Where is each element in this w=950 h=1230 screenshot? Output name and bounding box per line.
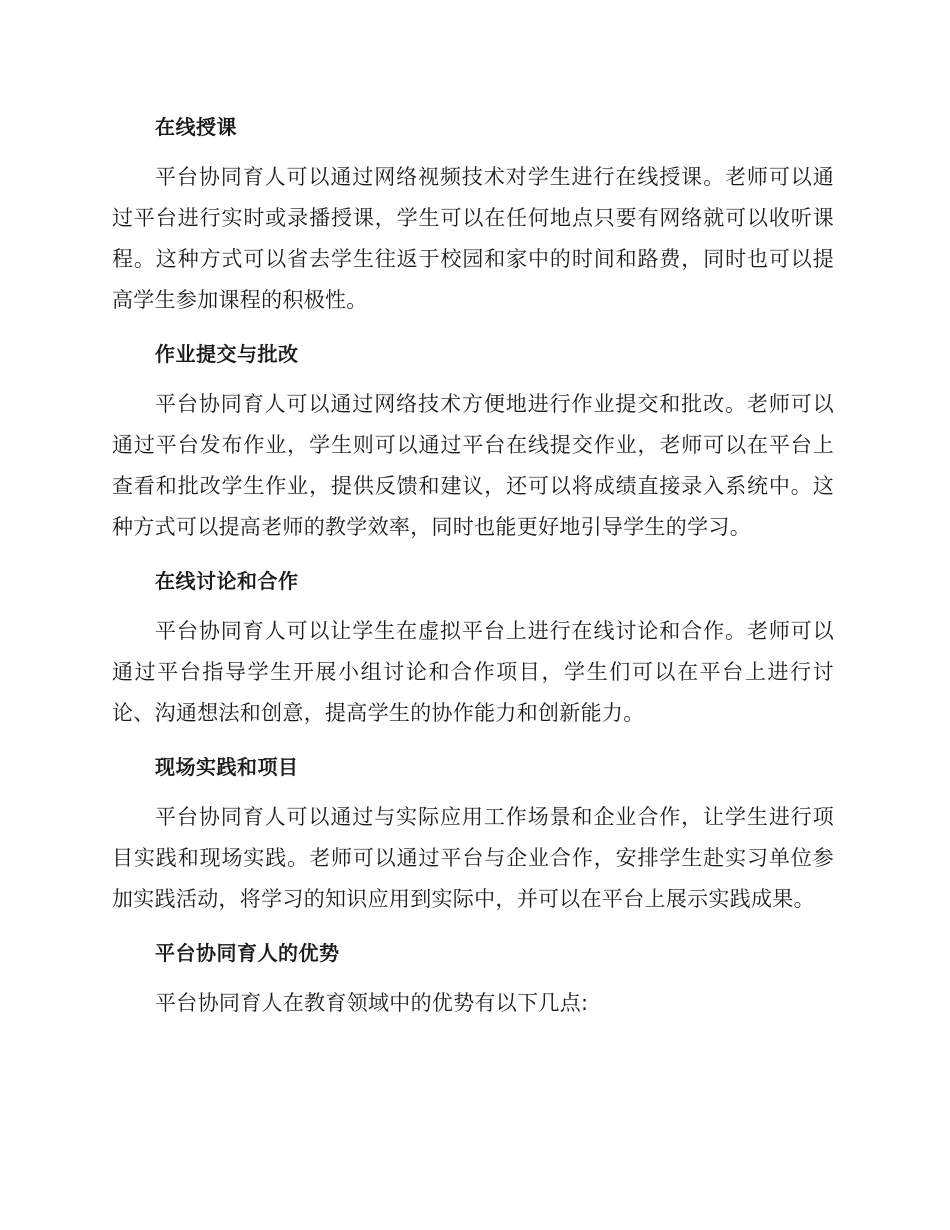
section-paragraph-field-practice: 平台协同育人可以通过与实际应用工作场景和企业合作，让学生进行项目实践和现场实践。老师可以通过平台与企业合作，安排学生赴实习单位参加实践活动，将学习的知识应用到实际中，并可以在平台上展示实践成果。 xyxy=(112,805,834,911)
section-paragraph-online-teaching: 平台协同育人可以通过网络视频技术对学生进行在线授课。老师可以通过平台进行实时或录播授课，学生可以在任何地点只要有网络就可以收听课程。这种方式可以省去学生往返于校园和家中的时间和路费，同时也可以提高学生参加课程的积极性。 xyxy=(112,165,834,312)
section-paragraph-homework: 平台协同育人可以通过网络技术方便地进行作业提交和批改。老师可以通过平台发布作业，学生则可以通过平台在线提交作业，老师可以在平台上查看和批改学生作业，提供反馈和建议，还可以将成绩直接录入系统中。这种方式可以提高老师的教学效率，同时也能更好地引导学生的学习。 xyxy=(112,392,834,539)
section-heading-homework: 作业提交与批改 xyxy=(155,342,299,366)
section-heading-advantages: 平台协同育人的优势 xyxy=(155,941,340,965)
document-body xyxy=(112,106,834,1036)
section-heading-online-teaching: 在线授课 xyxy=(155,115,237,139)
section-heading-online-discussion: 在线讨论和合作 xyxy=(155,569,299,593)
section-paragraph-online-discussion: 平台协同育人可以让学生在虚拟平台上进行在线讨论和合作。老师可以通过平台指导学生开展小组讨论和合作项目，学生们可以在平台上进行讨论、沟通想法和创意，提高学生的协作能力和创新能力。 xyxy=(112,619,834,725)
section-heading-field-practice: 现场实践和项目 xyxy=(155,755,299,779)
section-paragraph-advantages: 平台协同育人在教育领域中的优势有以下几点: xyxy=(155,991,589,1015)
